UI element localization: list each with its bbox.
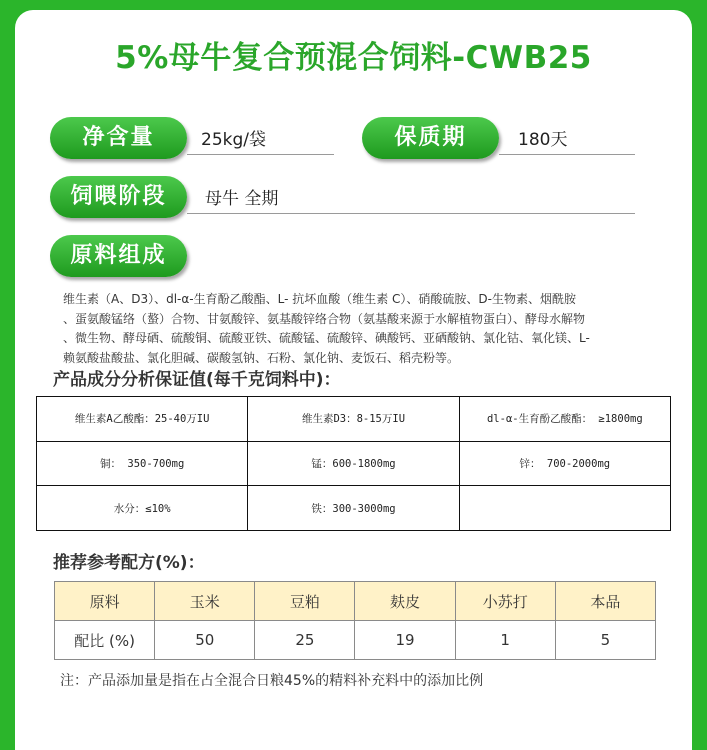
table-cell: 麸皮 [355,582,455,621]
analysis-heading: 产品成分分析保证值(每千克饲料中)： [53,370,341,390]
feeding-stage-label: 饲喂阶段 [50,176,187,218]
table-cell: 5 [555,621,655,660]
shelf-life-label: 保质期 [362,117,499,159]
table-cell: 50 [155,621,255,660]
table-cell: 锌： 700-2000mg [459,441,670,486]
table-cell: 铁：300-3000mg [248,486,459,531]
net-weight-underline [187,154,334,155]
feeding-stage-value: 母牛 全期 [205,189,279,209]
ratio-table [54,581,656,660]
table-row [37,441,671,486]
table-cell: 水分：≤10% [37,486,248,531]
table-cell: 25 [255,621,355,660]
shelf-life-value: 180天 [518,130,568,150]
feeding-stage-underline [187,213,635,214]
table-cell [459,486,670,531]
composition-label: 原料组成 [50,235,187,277]
table-row [37,397,671,442]
ingredients-line: 赖氨酸盐酸盐、氯化胆碱、碳酸氢钠、石粉、氯化钠、麦饭石、稻壳粉等。 [63,350,460,365]
table-cell: 锰：600-1800mg [248,441,459,486]
table-cell: 本品 [555,582,655,621]
table-cell: 原料 [55,582,155,621]
table-row [37,486,671,531]
ingredients-line: 维生素（A、D3）、dl-α-生育酚乙酸酯、L- 抗坏血酸（维生素 C）、硝酸硫胺、D-生物素、烟酰胺 [63,292,576,306]
net-weight-value: 25kg/袋 [201,130,266,150]
table-cell: dl-α-生育酚乙酸酯： ≥1800mg [459,397,670,442]
ratio-heading: 推荐参考配方(%)： [53,553,205,573]
table-cell: 19 [355,621,455,660]
table-cell: 豆粕 [255,582,355,621]
table-cell: 小苏打 [455,582,555,621]
table-row [55,582,656,621]
table-cell: 1 [455,621,555,660]
product-card [15,10,692,750]
shelf-life-underline [499,154,635,155]
table-cell: 维生素A乙酸酯：25-40万IU [37,397,248,442]
table-cell: 铜： 350-700mg [37,441,248,486]
table-row [55,621,656,660]
footnote: 注：产品添加量是指在占全混合日粮45%的精料补充料中的添加比例 [60,673,484,689]
table-cell: 维生素D3：8-15万IU [248,397,459,442]
product-title: 5%母牛复合预混合饲料-CWB25 [115,40,592,76]
analysis-table [36,396,671,531]
table-cell: 配比 (%) [55,621,155,660]
table-cell: 玉米 [155,582,255,621]
ingredients-line: 、微生物、酵母硒、硫酸铜、硫酸亚铁、硫酸锰、硫酸锌、碘酸钙、亚硒酸钠、氯化钴、氧化镁、L- [63,331,590,345]
ingredients-text [63,290,663,368]
net-weight-label: 净含量 [50,117,187,159]
ingredients-line: 、蛋氨酸锰络（螯）合物、甘氨酸锌、氨基酸锌络合物（氨基酸来源于水解植物蛋白）、酵母水解物 [63,311,586,326]
